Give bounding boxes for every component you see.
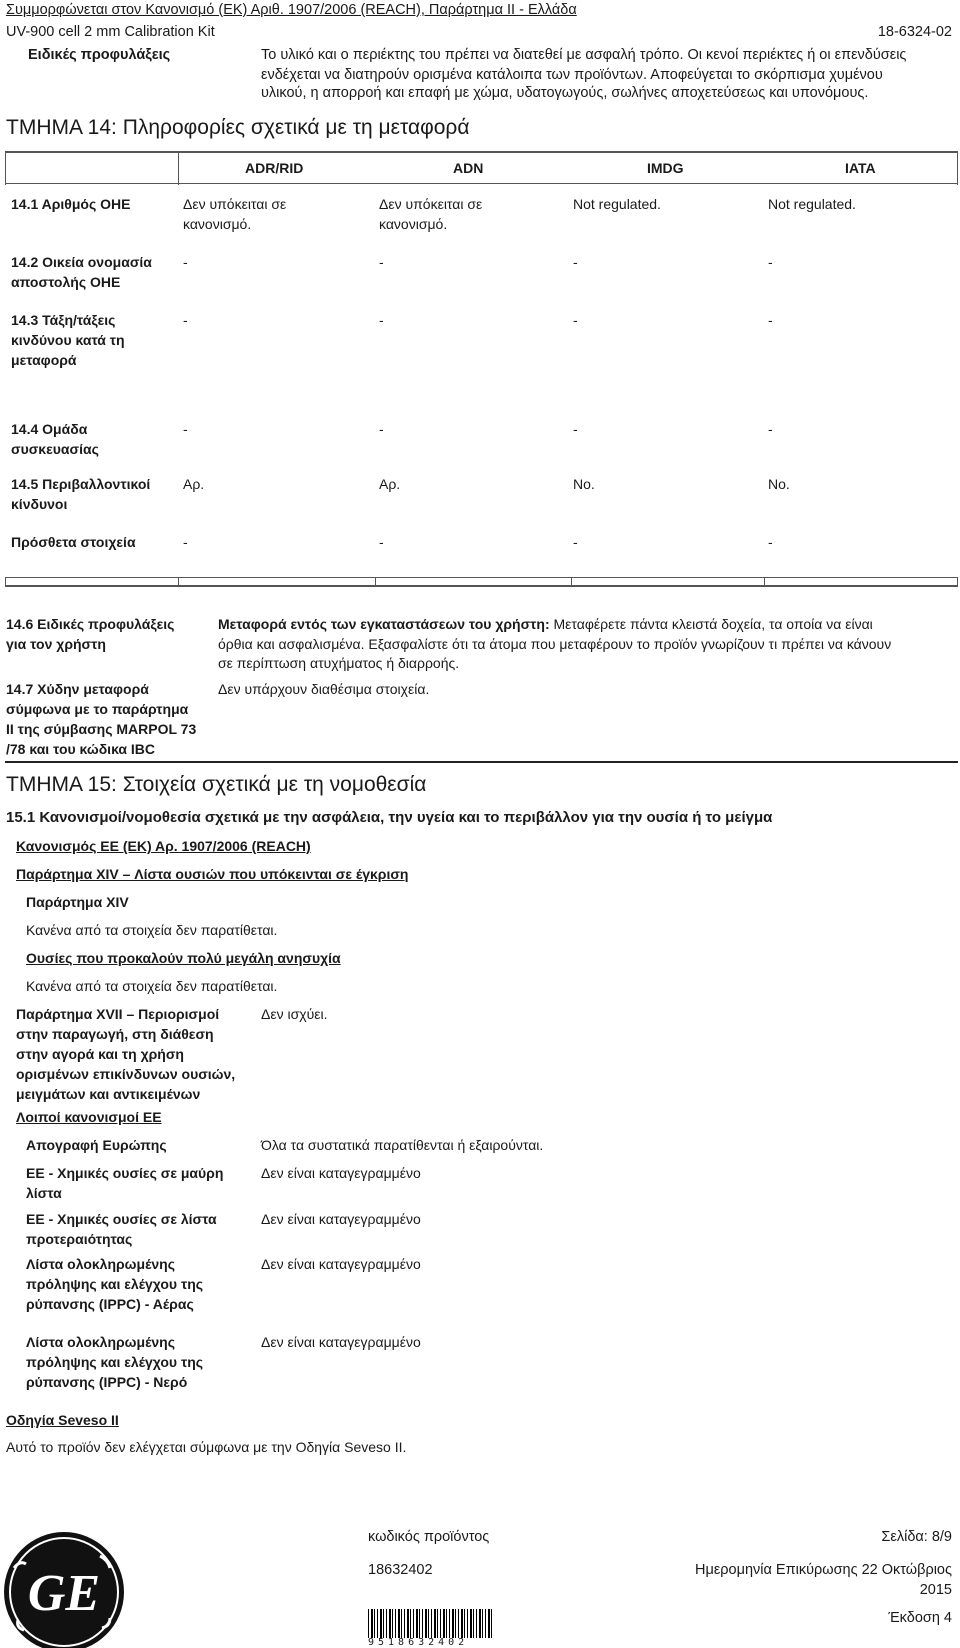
row-14-3-adr: - — [183, 312, 188, 328]
ippc-water-label: Λίστα ολοκληρωμένης πρόληψης και ελέγχου της ρύπανσης (IPPC) - Νερό — [26, 1334, 204, 1390]
row-14-2-adn: - — [379, 254, 384, 270]
product-name: UV-900 cell 2 mm Calibration Kit — [6, 24, 215, 40]
row-14-3-iata: - — [768, 312, 773, 328]
barcode — [368, 1609, 492, 1638]
barcode-digits: 9518632402 — [368, 1637, 469, 1648]
row-additional-imdg: - — [573, 534, 578, 550]
section-divider — [5, 761, 958, 763]
row-14-4-adr: - — [183, 421, 188, 437]
row-14-1-adn: Δεν υπόκειται σε κανονισμό. — [379, 196, 483, 232]
version: Έκδοση 4 — [888, 1610, 952, 1626]
row-additional-iata: - — [768, 534, 773, 550]
row-14-5-iata: No. — [768, 476, 790, 492]
ippc-air-value: Δεν είναι καταγεγραμμένο — [261, 1256, 421, 1272]
s146-label: 14.6 Ειδικές προφυλάξεις για τον χρήστη — [6, 616, 175, 652]
row-14-5-imdg: No. — [573, 476, 595, 492]
row-14-4-iata: - — [768, 421, 773, 437]
row-14-1-adr: Δεν υπόκειται σε κανονισμό. — [183, 196, 287, 232]
eu-priority-value: Δεν είναι καταγεγραμμένο — [261, 1211, 421, 1227]
eu-blacklist-label: ΕΕ - Χημικές ουσίες σε μαύρη λίστα — [26, 1165, 224, 1201]
row-additional-adr: - — [183, 534, 188, 550]
row-14-1-iata: Not regulated. — [768, 196, 856, 212]
footer-product-code: 18632402 — [368, 1562, 433, 1578]
section-14-title: ΤΜΗΜΑ 14: Πληροφορίες σχετικά με τη μεταφορά — [6, 116, 470, 139]
row-14-4-adn: - — [379, 421, 384, 437]
precautions-line-2: ενδέχεται να διατηρούν ορισμένα κατάλοιπα των προϊόντων. Αποφεύγεται το σκόρπισμα χυμένου — [261, 67, 883, 83]
row-label-14-5: 14.5 Περιβαλλοντικοί κίνδυνοι — [11, 476, 151, 512]
product-code-header: 18-6324-02 — [877, 24, 952, 40]
other-eu-heading: Λοιποί κανονισμοί ΕΕ — [16, 1109, 162, 1125]
row-14-1-imdg: Not regulated. — [573, 196, 661, 212]
row-14-2-iata: - — [768, 254, 773, 270]
eu-blacklist-value: Δεν είναι καταγεγραμμένο — [261, 1165, 421, 1181]
precautions-line-3: υλικού, η απορροή και επαφή με χώμα, υδατογωγούς, σωλήνες αποχετεύσεως και υπονόμους. — [261, 85, 869, 101]
row-14-5-adr: Αρ. — [183, 476, 205, 492]
eu-priority-label: ΕΕ - Χημικές ουσίες σε λίστα προτεραιότητας — [26, 1211, 217, 1247]
s146-line-1: Μεταφορά εντός των εγκαταστάσεων του χρήστη: Μεταφέρετε πάντα κλειστά δοχεία, τα οποία να είναι — [218, 616, 873, 632]
page-number: Σελίδα: 8/9 — [881, 1529, 952, 1545]
precautions-line-1: Το υλικό και ο περιέκτης του πρέπει να διατεθεί με ασφαλή τρόπο. Οι κενοί περιέκτες ή οι επενδύσεις — [261, 47, 907, 63]
annex17-value: Δεν ισχύει. — [261, 1006, 328, 1022]
svhc-heading: Ουσίες που προκαλούν πολύ μεγάλη ανησυχία — [26, 950, 341, 966]
row-additional-adn: - — [379, 534, 384, 550]
col-header-adn: ADN — [453, 160, 484, 176]
col-header-iata: IATA — [845, 160, 876, 176]
row-label-additional: Πρόσθετα στοιχεία — [11, 534, 136, 550]
eu-inventory-label: Απογραφή Ευρώπης — [26, 1137, 167, 1153]
row-14-3-imdg: - — [573, 312, 578, 328]
col-header-adr: ADR/RID — [245, 160, 304, 176]
row-label-14-1: 14.1 Αριθμός ΟΗΕ — [11, 196, 131, 212]
annex14-value: Κανένα από τα στοιχεία δεν παρατίθεται. — [26, 922, 278, 938]
revision-date: Ημερομηνία Επικύρωσης 22 Οκτώβριος 2015 — [695, 1562, 952, 1598]
svg-text:GE: GE — [27, 1565, 101, 1622]
row-label-14-3: 14.3 Τάξη/τάξεις κινδύνου κατά τη μεταφορά — [11, 312, 125, 368]
s151-heading: 15.1 Κανονισμοί/νομοθεσία σχετικά με την ασφάλεια, την υγεία και το περιβάλλον για την ουσία ή το μείγμα — [6, 809, 773, 826]
footer-product-code-label: κωδικός προϊόντος — [368, 1529, 490, 1545]
row-14-3-adn: - — [379, 312, 384, 328]
row-14-2-adr: - — [183, 254, 188, 270]
seveso-text: Αυτό το προϊόν δεν ελέγχεται σύμφωνα με την Οδηγία Seveso II. — [6, 1439, 407, 1455]
section-15-title: ΤΜΗΜΑ 15: Στοιχεία σχετικά με τη νομοθεσία — [6, 773, 427, 796]
row-14-5-adn: Αρ. — [379, 476, 401, 492]
row-14-2-imdg: - — [573, 254, 578, 270]
svhc-value: Κανένα από τα στοιχεία δεν παρατίθεται. — [26, 978, 278, 994]
precautions-label: Ειδικές προφυλάξεις — [28, 47, 171, 63]
s146-line-2: όρθια και ασφαλισμένα. Εξασφαλίστε ότι τα άτομα που μεταφέρουν το προϊόν γνωρίζουν τι πρέπει να κάνουν — [218, 636, 892, 652]
ippc-air-label: Λίστα ολοκληρωμένης πρόληψης και ελέγχου της ρύπανσης (IPPC) - Αέρας — [26, 1256, 204, 1312]
eu-inventory-value: Όλα τα συστατικά παρατίθενται ή εξαιρούνται. — [261, 1137, 544, 1153]
s146-line-3: σε περίπτωση ατυχήματος ή διαρροής. — [218, 655, 460, 671]
ippc-water-value: Δεν είναι καταγεγραμμένο — [261, 1334, 421, 1350]
row-14-4-imdg: - — [573, 421, 578, 437]
row-label-14-2: 14.2 Οικεία ονομασία αποστολής ΟΗΕ — [11, 254, 152, 290]
ge-logo-icon — [0, 1528, 128, 1648]
reach-heading: Κανονισμός ΕΕ (ΕΚ) Αρ. 1907/2006 (REACH) — [16, 838, 311, 854]
annex14-label: Παράρτημα XIV — [26, 894, 129, 910]
regulation-header: Συμμορφώνεται στον Κανονισμό (ΕΚ) Αριθ. 1907/2006 (REACH), Παράρτημα ΙΙ - Ελλάδα — [6, 2, 577, 18]
s147-value: Δεν υπάρχουν διαθέσιμα στοιχεία. — [218, 681, 430, 697]
s147-label: 14.7 Χύδην μεταφορά σύμφωνα με το παράρτημα II της σύμβασης MARPOL 73 /78 και του κώδικα IBC — [6, 681, 197, 757]
row-label-14-4: 14.4 Ομάδα συσκευασίας — [11, 421, 99, 457]
annex14-list-heading: Παράρτημα XIV – Λίστα ουσιών που υπόκεινται σε έγκριση — [16, 866, 409, 882]
col-header-imdg: IMDG — [647, 160, 684, 176]
seveso-heading: Οδηγία Seveso II — [6, 1412, 119, 1428]
annex17-label: Παράρτημα XVII – Περιορισμοί στην παραγωγή, στη διάθεση στην αγορά και τη χρήση ορισμένων επικίνδυνων ουσιών, μειγμάτων και αντικειμένων — [16, 1006, 236, 1102]
